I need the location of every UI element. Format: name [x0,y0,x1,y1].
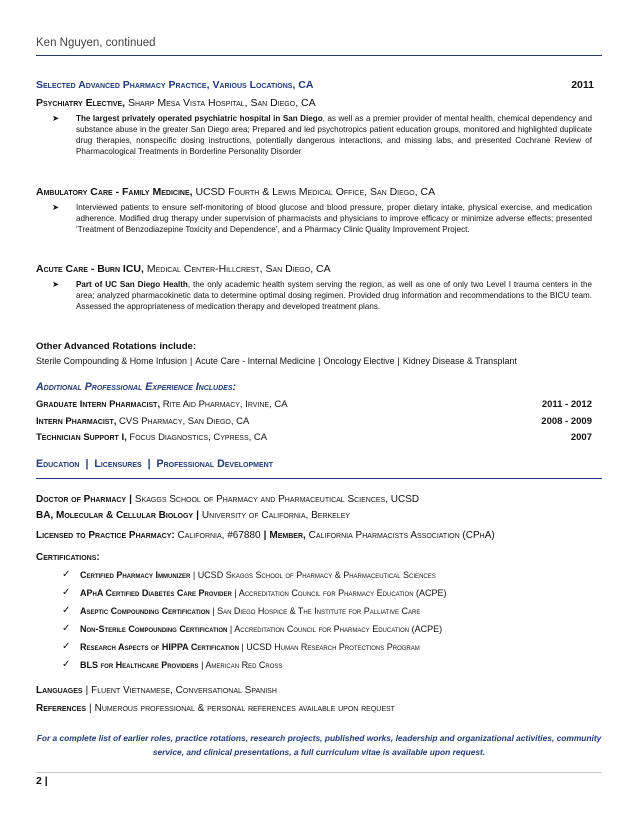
certifications-heading: Certifications: [36,552,100,563]
experience-row [36,399,592,410]
role-location: Medical Center-Hillcrest, San Diego, CA [146,263,331,275]
cert-name: BLS for Healthcare Providers [80,660,199,670]
checkmark-icon: ✓ [62,641,71,652]
other-rotations-list: Sterile Compounding & Home Infusion | Acute Care - Internal Medicine | Oncology Elective | Kidney Disease & Transplant [36,356,517,366]
certification-item: ✓ Certified Pharmacy Immunizer | UCSD Skaggs School of Pharmacy & Pharmaceutical Sciences [62,569,436,580]
role-heading-ambulatory [36,186,435,198]
languages-row: Languages | Fluent Vietnamese, Conversational Spanish [36,685,277,696]
bullet-text: , the only academic health system serving the region, as well as one of only two Level I trauma centers in the area; analyzed pharmacokinetic data to determine optimal dosing regimen. Provided drug information and recommendations to the BICU team. Assessed the appropriateness of medication therapy and developed treatment plans. [76,280,592,312]
education-section-title: Education | Licensures | Professional Development [36,458,273,470]
certification-item: ✓ BLS for Healthcare Providers | American Red Cross [62,659,283,670]
role-title: Ambulatory Care - Family Medicine, [36,186,193,198]
bullet-emphasis: Part of UC San Diego Health [76,280,188,289]
cert-org: UCSD Skaggs School of Pharmacy & Pharmaceutical Sciences [197,570,436,580]
cert-name: Aseptic Compounding Certification [80,606,210,616]
degree-row: BA, Molecular & Cellular Biology | University of California, Berkeley [36,510,351,521]
role-heading-psychiatry [36,97,316,109]
experience-years: 2011 - 2012 [541,399,592,410]
footer-divider [36,772,602,773]
bullet-emphasis: The largest privately operated psychiatric hospital in San Diego [76,114,323,123]
experience-place: Rite Aid Pharmacy, Irvine, CA [162,399,288,410]
experience-place: Focus Diagnostics, Cypress, CA [129,432,268,443]
cert-org: San Diego Hospice & The Institute for Palliative Care [217,606,421,616]
experience-place: CVS Pharmacy, San Diego, CA [119,416,250,427]
rotation-item: Oncology Elective [323,356,395,366]
license-label: Licensed to Practice Pharmacy: [36,530,175,541]
checkmark-icon: ✓ [62,605,71,616]
degree-school: University of California, Berkeley [201,510,351,521]
role-location: UCSD Fourth & Lewis Medical Office, San Diego, CA [195,186,436,198]
title-part: Professional Development [156,458,273,470]
header-divider [36,55,602,56]
education-divider [36,478,602,479]
checkmark-icon: ✓ [62,623,71,634]
languages-value: Fluent Vietnamese, Conversational Spanish [91,685,277,696]
role-bullet-acute [52,279,592,312]
cert-org: Accreditation Council for Pharmacy Education (ACPE) [238,588,447,598]
experience-role: Technician Support I, [36,432,127,443]
experience-years: 2007 [570,432,592,443]
role-bullet-ambulatory [52,202,592,235]
references-value: Numerous professional & personal references available upon request [94,703,395,714]
certification-item: ✓ APhA Certified Diabetes Care Provider | Accreditation Council for Pharmacy Education (ACPE) [62,587,447,598]
degree-name: Doctor of Pharmacy [36,494,127,505]
experience-row [36,416,592,427]
experience-role: Intern Pharmacist, [36,416,117,427]
arrow-bullet-icon: ➤ [52,113,60,123]
other-rotations-heading: Other Advanced Rotations include: [36,341,197,352]
practice-section-title [36,79,594,91]
arrow-bullet-icon: ➤ [52,202,60,212]
role-bullet-psychiatry [52,113,592,157]
page-number: 2 | [36,775,48,787]
cv-availability-note: For a complete list of earlier roles, practice rotations, research projects, published works, leadership and organizational activities, community service, and clinical presentations, a full curriculum vitae is available upon request. [36,733,602,757]
rotation-item: Kidney Disease & Transplant [402,356,517,366]
cert-name: APhA Certified Diabetes Care Provider [80,588,232,598]
cert-name: Non-Sterile Compounding Certification [80,624,228,634]
bullet-text: , as well as a premier provider of mental health, chemical dependency and substance abuse in the greater San Diego area; Prepared and led psychotropics patient education groups, monitored and highlighted duplicate drug therapies, nonspecific dosing instructions, potentially dangerous interactions, and missing labs, and presented Cochrane Review of Pharmacological Treatments in Borderline Personality Disorder [76,114,592,157]
cert-name: Certified Pharmacy Immunizer [80,570,191,580]
role-location: Sharp Mesa Vista Hospital, San Diego, CA [128,97,316,109]
role-title: Acute Care - Burn ICU, [36,263,144,275]
references-row: References | Numerous professional & personal references available upon request [36,703,395,714]
experience-role: Graduate Intern Pharmacist, [36,399,161,410]
checkmark-icon: ✓ [62,659,71,670]
degree-name: BA, Molecular & Cellular Biology [36,510,194,521]
arrow-bullet-icon: ➤ [52,279,60,289]
practice-year: 2011 [571,79,594,91]
additional-experience-title: Additional Professional Experience Includes: [36,381,237,393]
license-row: Licensed to Practice Pharmacy: California, #67880 | Member, California Pharmacists Association (CPhA) [36,530,495,541]
member-value: California Pharmacists Association (CPhA) [308,530,495,541]
checkmark-icon: ✓ [62,587,71,598]
role-title: Psychiatry Elective, [36,97,126,109]
license-value: California, #67880 [177,530,261,541]
checkmark-icon: ✓ [62,569,71,580]
experience-row [36,432,592,443]
certification-item: ✓ Non-Sterile Compounding Certification | Accreditation Council for Pharmacy Education (ACPE) [62,623,443,634]
cert-org: American Red Cross [205,660,283,670]
title-part: Education [36,458,80,470]
title-part: Licensures [94,458,142,470]
certification-item: ✓ Aseptic Compounding Certification | San Diego Hospice & The Institute for Palliative Care [62,605,421,616]
cert-org: UCSD Human Research Protections Program [246,642,420,652]
cert-org: Accreditation Council for Pharmacy Education (ACPE) [234,624,443,634]
degree-school: Skaggs School of Pharmacy and Pharmaceutical Sciences, UCSD [134,494,420,505]
role-heading-acute [36,263,331,275]
experience-years: 2008 - 2009 [541,416,592,427]
degree-row: Doctor of Pharmacy | Skaggs School of Pharmacy and Pharmaceutical Sciences, UCSD [36,494,420,505]
cert-name: Research Aspects of HIPPA Certification [80,642,239,652]
references-label: References [36,703,87,714]
practice-title-text: Selected Advanced Pharmacy Practice, Various Locations, CA [36,79,314,91]
rotation-item: Sterile Compounding & Home Infusion [36,356,187,366]
certification-item: ✓ Research Aspects of HIPPA Certification | UCSD Human Research Protections Program [62,641,420,652]
languages-label: Languages [36,685,83,696]
running-header: Ken Nguyen, continued [36,37,156,49]
rotation-item: Acute Care - Internal Medicine [195,356,316,366]
bullet-text: Interviewed patients to ensure self-monitoring of blood glucose and blood pressure, proper dietary intake, physical exercise, and medication adherence. Modified drug therapy under supervision of pharmacists and physicians to improve efficacy or minimize adverse effects; presented ‘Treatment of Benzodiazepine Toxicity and Dependence’, and a Pharmacy Clinic Quality Improvement Project. [76,203,592,235]
member-label: Member, [269,530,306,541]
